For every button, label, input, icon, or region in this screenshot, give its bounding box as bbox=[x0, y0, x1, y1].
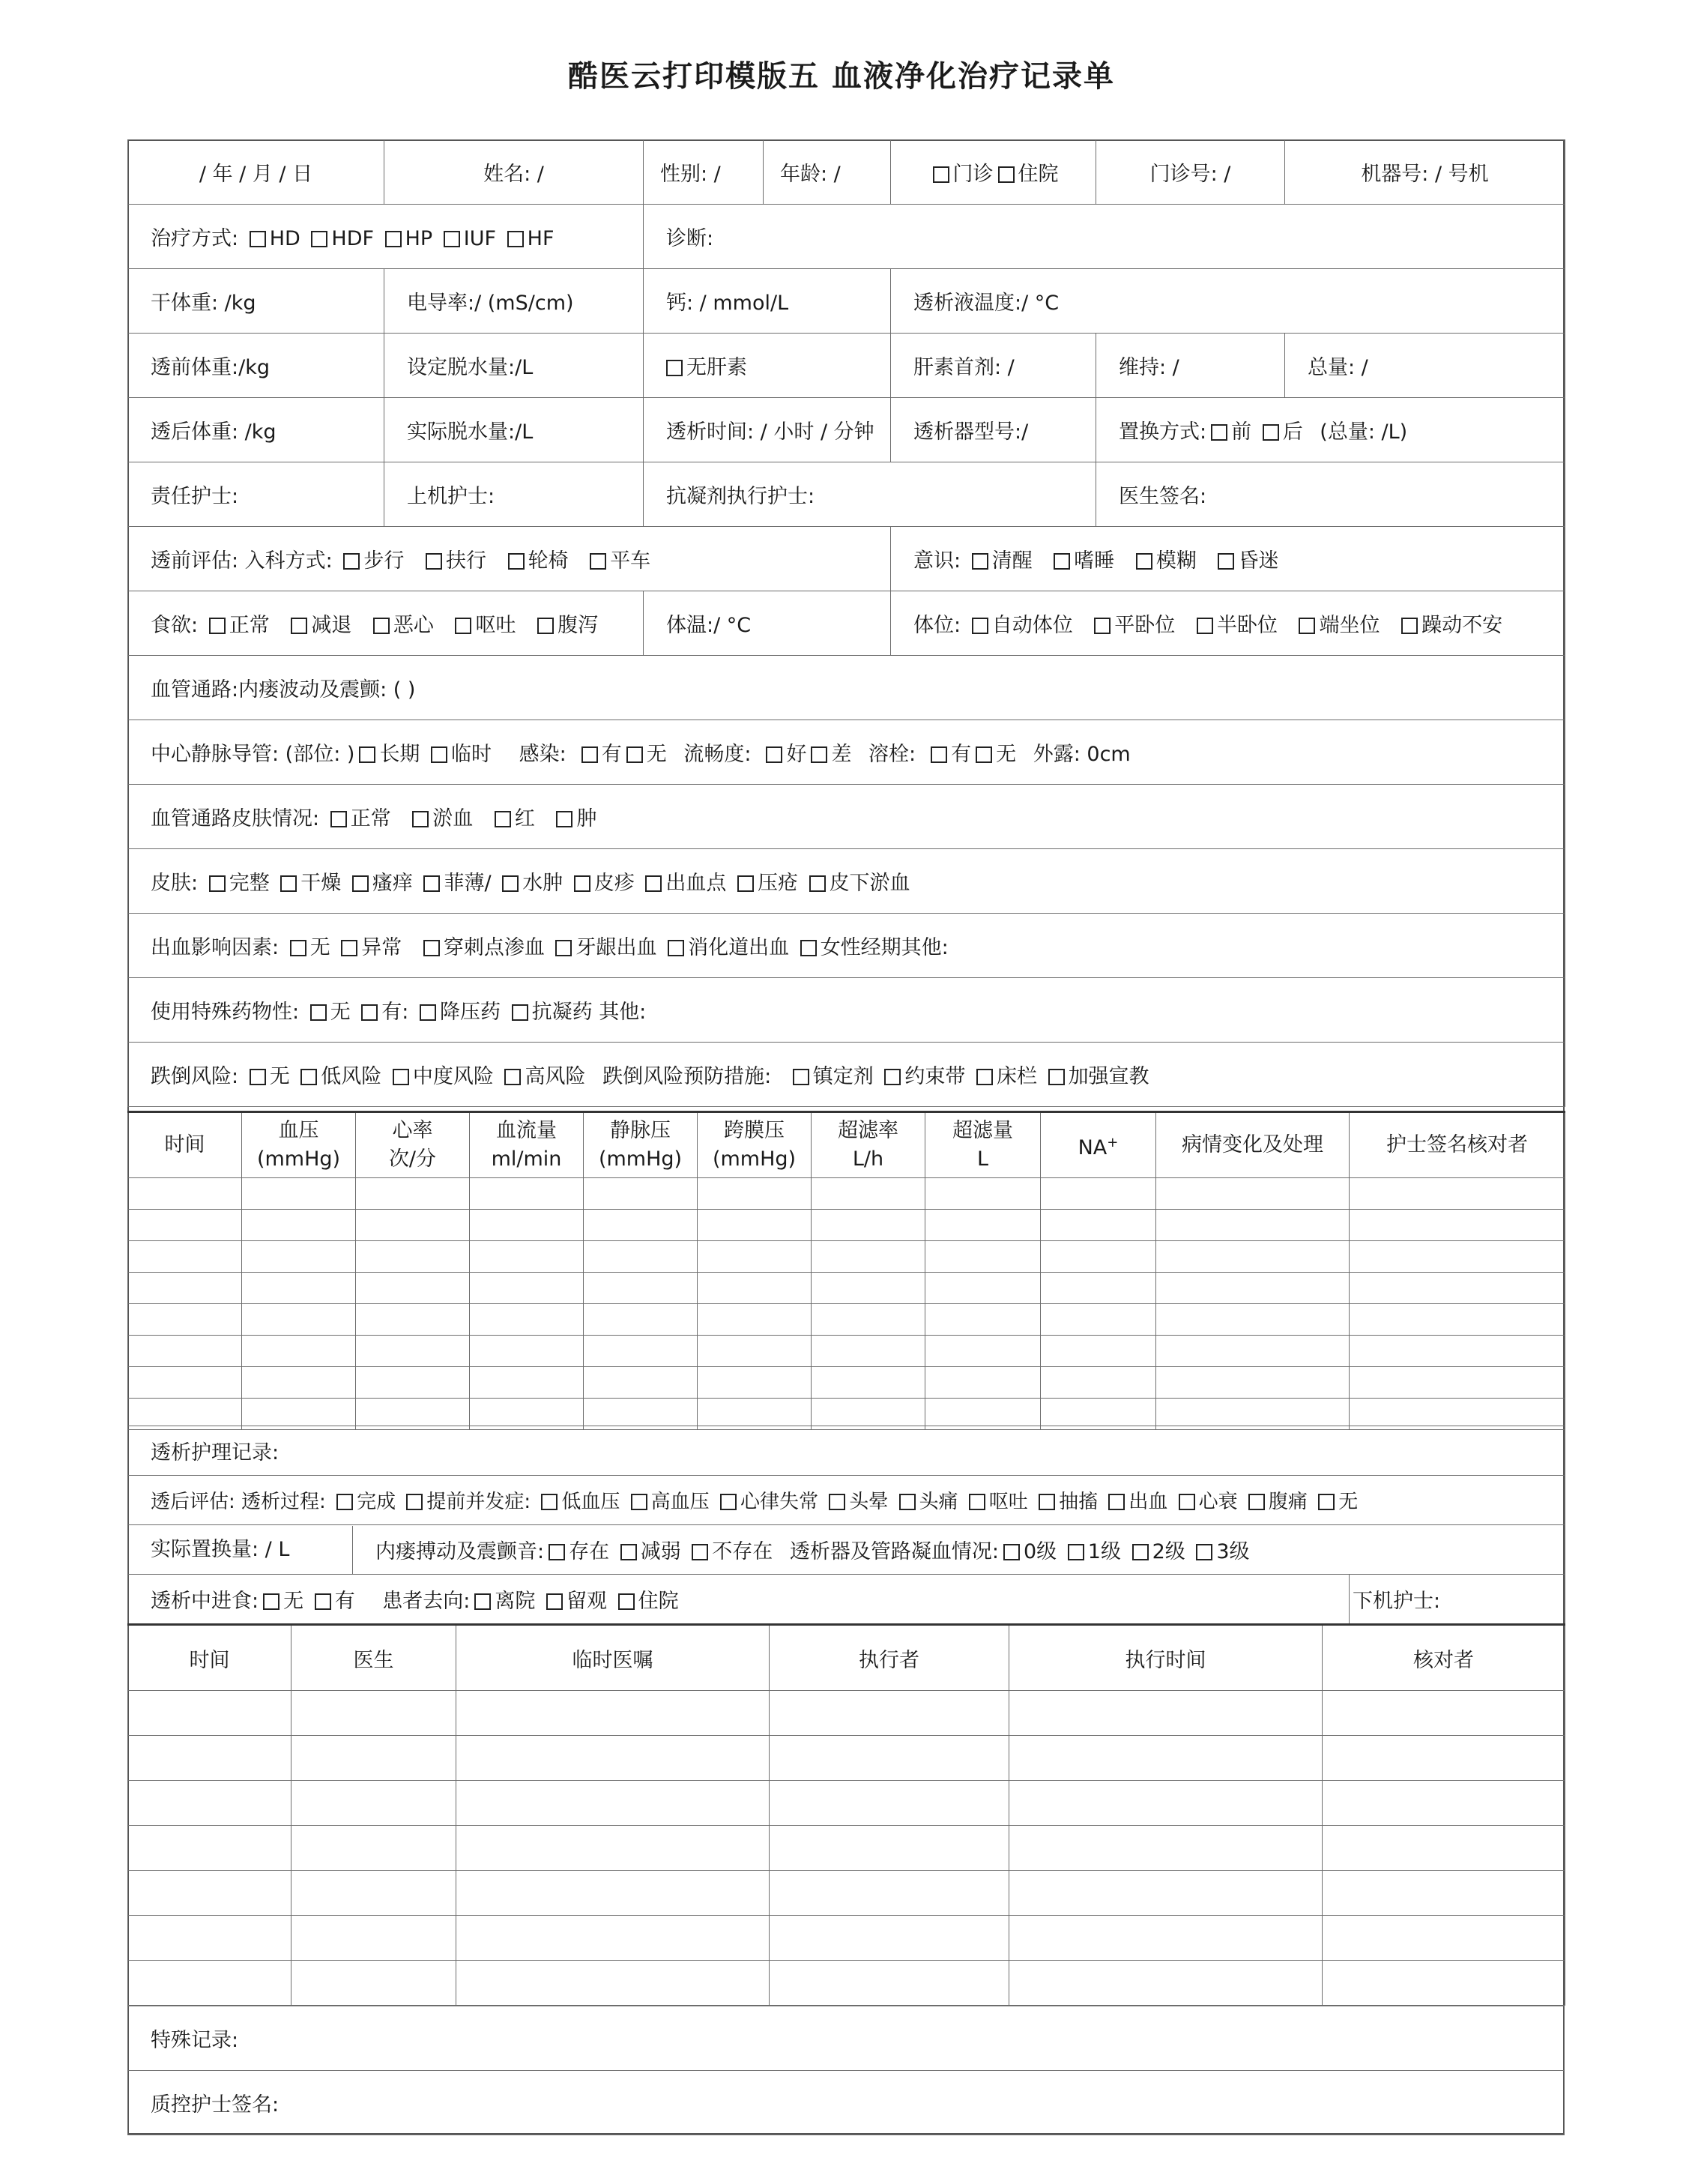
fall-mid-checkbox[interactable] bbox=[393, 1069, 409, 1085]
restraint-checkbox[interactable] bbox=[884, 1069, 901, 1085]
headache-checkbox[interactable] bbox=[899, 1494, 916, 1510]
drowsy-checkbox[interactable] bbox=[1054, 553, 1070, 570]
bleed-menses-checkbox[interactable] bbox=[800, 940, 817, 956]
early-complication-checkbox[interactable] bbox=[406, 1494, 423, 1510]
drug-yes-checkbox[interactable] bbox=[361, 1004, 378, 1021]
fall-none-checkbox[interactable] bbox=[250, 1069, 266, 1085]
replace-pre-checkbox[interactable] bbox=[1211, 424, 1227, 441]
sedative-checkbox[interactable] bbox=[793, 1069, 809, 1085]
order-col-checker: 核对者 bbox=[1323, 1625, 1565, 1691]
skin-rash-checkbox[interactable] bbox=[574, 875, 590, 892]
clinic-checkbox[interactable] bbox=[933, 166, 949, 183]
machine-no-cell[interactable]: 机器号: / 号机 bbox=[1285, 140, 1565, 205]
inpatient-checkbox[interactable] bbox=[998, 166, 1015, 183]
order-col-order: 临时医嘱 bbox=[456, 1625, 770, 1691]
auto-position-checkbox[interactable] bbox=[972, 618, 988, 634]
diagnosis-cell[interactable]: 诊断: bbox=[644, 205, 1565, 269]
heparin-first-cell[interactable]: 肝素首剂: / bbox=[891, 334, 1096, 398]
bleeding-checkbox[interactable] bbox=[1108, 1494, 1125, 1510]
access-bruise-checkbox[interactable] bbox=[412, 811, 429, 827]
fistula-present-checkbox[interactable] bbox=[549, 1544, 565, 1560]
patient-info-table bbox=[127, 139, 1565, 1107]
thrombus-no-checkbox[interactable] bbox=[976, 746, 992, 763]
skin-pressure-sore-checkbox[interactable] bbox=[737, 875, 754, 892]
post-assessment-cell: 透后评估: 透析过程: 完成 提前并发症: 低血压 高血压 心律失常 头晕 头痛 呕吐 抽搐 出血 心衰 腹痛 无 bbox=[128, 1476, 1565, 1525]
stretcher-checkbox[interactable] bbox=[590, 553, 606, 570]
clot-1-checkbox[interactable] bbox=[1068, 1544, 1084, 1560]
bleeding-cell: 出血影响因素: 无 异常 穿刺点渗血 牙龈出血 消化道出血 女性经期其他: bbox=[128, 914, 1565, 978]
heart-failure-checkbox[interactable] bbox=[1179, 1494, 1195, 1510]
fistula-weak-checkbox[interactable] bbox=[620, 1544, 637, 1560]
infection-no-checkbox[interactable] bbox=[626, 746, 643, 763]
treatment-mode-cell: 治疗方式: HD HDF HP IUF HF bbox=[128, 205, 644, 269]
meal-no-checkbox[interactable] bbox=[263, 1593, 280, 1610]
dizziness-checkbox[interactable] bbox=[829, 1494, 845, 1510]
table-row[interactable] bbox=[128, 1210, 1565, 1241]
dialysate-temp-cell[interactable]: 透析液温度:/ °C bbox=[891, 269, 1565, 334]
age-cell[interactable]: 年龄: / bbox=[764, 140, 891, 205]
cvc-cell: 中心静脉导管: (部位: ) 长期 临时 感染: 有 无 流畅度: 好 差 溶栓: 有 无 外露: 0cm bbox=[128, 720, 1565, 785]
skin-dry-checkbox[interactable] bbox=[280, 875, 297, 892]
semi-recumbent-checkbox[interactable] bbox=[1197, 618, 1213, 634]
table-row[interactable] bbox=[128, 1691, 1565, 1736]
special-record-cell[interactable]: 特殊记录: bbox=[128, 2006, 1565, 2071]
order-col-executor: 执行者 bbox=[770, 1625, 1009, 1691]
table-row[interactable] bbox=[128, 1304, 1565, 1336]
nursing-record-cell[interactable]: 透析护理记录: bbox=[128, 1426, 1565, 1476]
flow-good-checkbox[interactable] bbox=[766, 746, 782, 763]
special-drugs-cell: 使用特殊药物性: 无 有: 降压药 抗凝药 其他: bbox=[128, 978, 1565, 1043]
clot-0-checkbox[interactable] bbox=[1003, 1544, 1020, 1560]
wheelchair-checkbox[interactable] bbox=[508, 553, 525, 570]
sitting-checkbox[interactable] bbox=[1299, 618, 1315, 634]
skin-itch-checkbox[interactable] bbox=[352, 875, 369, 892]
nurse-cell[interactable]: 责任护士: bbox=[128, 462, 384, 527]
col-condition: 病情变化及处理 bbox=[1156, 1112, 1350, 1178]
vascular-access-cell[interactable]: 血管通路:内瘘波动及震颤: ( ) bbox=[128, 656, 1565, 720]
col-venous-pressure: 静脉压 (mmHg) bbox=[584, 1112, 698, 1178]
hypotension-checkbox[interactable] bbox=[541, 1494, 558, 1510]
table-row[interactable] bbox=[128, 1736, 1565, 1781]
bleed-none-checkbox[interactable] bbox=[290, 940, 306, 956]
gender-cell[interactable]: 性别: / bbox=[644, 140, 764, 205]
hdf-checkbox[interactable] bbox=[311, 231, 327, 247]
orders-table bbox=[127, 1623, 1565, 2006]
complete-checkbox[interactable] bbox=[336, 1494, 353, 1510]
consciousness-cell: 意识: 清醒 嗜睡 模糊 昏迷 bbox=[891, 527, 1565, 591]
hypertension-checkbox[interactable] bbox=[631, 1494, 647, 1510]
no-heparin-checkbox[interactable] bbox=[666, 360, 683, 376]
uf-set-cell[interactable]: 设定脱水量:/L bbox=[384, 334, 644, 398]
meal-cell: 透析中进食: 无 有 患者去向: 离院 留观 住院 bbox=[128, 1575, 1350, 1624]
col-time: 时间 bbox=[128, 1112, 242, 1178]
calcium-cell[interactable]: 钙: / mmol/L bbox=[644, 269, 891, 334]
bleed-puncture-checkbox[interactable] bbox=[423, 940, 440, 956]
dialysis-time-cell[interactable]: 透析时间: / 小时 / 分钟 bbox=[644, 398, 891, 462]
col-tmp: 跨膜压 (mmHg) bbox=[698, 1112, 812, 1178]
walk-checkbox[interactable] bbox=[343, 553, 360, 570]
arrhythmia-checkbox[interactable] bbox=[720, 1494, 737, 1510]
order-col-time: 时间 bbox=[128, 1625, 291, 1691]
education-checkbox[interactable] bbox=[1048, 1069, 1065, 1085]
access-swelling-checkbox[interactable] bbox=[556, 811, 572, 827]
bleed-abnormal-checkbox[interactable] bbox=[341, 940, 357, 956]
access-red-checkbox[interactable] bbox=[495, 811, 511, 827]
order-col-exec-time: 执行时间 bbox=[1009, 1625, 1323, 1691]
discharge-checkbox[interactable] bbox=[474, 1593, 491, 1610]
monitoring-table bbox=[127, 1111, 1565, 1430]
alert-checkbox[interactable] bbox=[972, 553, 988, 570]
replace-mode-cell: 置换方式: 前 后 (总量: /L) bbox=[1096, 398, 1565, 462]
skin-edema-checkbox[interactable] bbox=[502, 875, 519, 892]
access-skin-cell: 血管通路皮肤情况: 正常 淤血 红 肿 bbox=[128, 785, 1565, 849]
clot-2-checkbox[interactable] bbox=[1132, 1544, 1149, 1560]
table-row[interactable] bbox=[128, 1336, 1565, 1367]
skin-petechiae-checkbox[interactable] bbox=[645, 875, 662, 892]
hp-checkbox[interactable] bbox=[385, 231, 402, 247]
appetite-normal-checkbox[interactable] bbox=[209, 618, 226, 634]
appetite-reduced-checkbox[interactable] bbox=[291, 618, 307, 634]
footer-table bbox=[127, 2006, 1565, 2135]
none-checkbox[interactable] bbox=[1318, 1494, 1335, 1510]
table-row[interactable] bbox=[128, 1916, 1565, 1961]
appetite-cell: 食欲: 正常 减退 恶心 呕吐 腹泻 bbox=[128, 591, 644, 656]
post-vomit-checkbox[interactable] bbox=[969, 1494, 985, 1510]
access-normal-checkbox[interactable] bbox=[330, 811, 347, 827]
entry-mode-cell: 透前评估: 入科方式: 步行 扶行 轮椅 平车 bbox=[128, 527, 891, 591]
diarrhea-checkbox[interactable] bbox=[537, 618, 554, 634]
table-row[interactable] bbox=[128, 1273, 1565, 1304]
col-blood-flow: 血流量 ml/min bbox=[470, 1112, 584, 1178]
table-row[interactable] bbox=[128, 1781, 1565, 1826]
off-nurse-cell[interactable]: 下机护士: bbox=[1350, 1575, 1565, 1624]
page-title: 酷医云打印模版五 血液净化治疗记录单 bbox=[568, 59, 1115, 94]
dry-weight-cell[interactable]: 干体重: /kg bbox=[128, 269, 384, 334]
fall-risk-cell: 跌倒风险: 无 低风险 中度风险 高风险 跌倒风险预防措施: 镇定剂 约束带 床栏 加强宣教 bbox=[128, 1043, 1565, 1107]
thrombus-yes-checkbox[interactable] bbox=[931, 746, 947, 763]
actual-replacement[interactable]: 实际置换量: / L bbox=[128, 1526, 353, 1574]
abdominal-pain-checkbox[interactable] bbox=[1248, 1494, 1265, 1510]
supine-checkbox[interactable] bbox=[1094, 618, 1111, 634]
anticoag-nurse-cell[interactable]: 抗凝剂执行护士: bbox=[644, 462, 1096, 527]
dialyzer-model-cell[interactable]: 透析器型号:/ bbox=[891, 398, 1096, 462]
table-row[interactable] bbox=[128, 1961, 1565, 2006]
skin-ecchymosis-checkbox[interactable] bbox=[809, 875, 826, 892]
fall-high-checkbox[interactable] bbox=[504, 1069, 521, 1085]
replace-post-checkbox[interactable] bbox=[1263, 424, 1279, 441]
antihypertensive-checkbox[interactable] bbox=[420, 1004, 436, 1021]
visit-type-cell: 门诊 住院 bbox=[891, 140, 1096, 205]
vomit-checkbox[interactable] bbox=[455, 618, 471, 634]
on-nurse-cell[interactable]: 上机护士: bbox=[384, 462, 644, 527]
col-uf-rate: 超滤率 L/h bbox=[812, 1112, 925, 1178]
fistula-clot: 内瘘搏动及震颤音: 存在 减弱 不存在 透析器及管路凝血情况: 0级 1级 2级 3级 bbox=[375, 1540, 1250, 1563]
clinic-no-cell[interactable]: 门诊号: / bbox=[1096, 140, 1285, 205]
name-cell[interactable]: 姓名: / bbox=[384, 140, 644, 205]
maintain-cell[interactable]: 维持: / bbox=[1096, 334, 1285, 398]
post-dialysis-table bbox=[127, 1426, 1565, 1624]
cvc-long-checkbox[interactable] bbox=[359, 746, 375, 763]
uf-actual-cell[interactable]: 实际脱水量:/L bbox=[384, 398, 644, 462]
skin-thin-checkbox[interactable] bbox=[423, 875, 440, 892]
skin-cell: 皮肤: 完整 干燥 瘙痒 菲薄/ 水肿 皮疹 出血点 压疮 皮下淤血 bbox=[128, 849, 1565, 914]
convulsion-checkbox[interactable] bbox=[1039, 1494, 1055, 1510]
conductivity-cell[interactable]: 电导率:/ (mS/cm) bbox=[384, 269, 644, 334]
observe-checkbox[interactable] bbox=[546, 1593, 563, 1610]
bleed-gi-checkbox[interactable] bbox=[668, 940, 684, 956]
post-weight-cell[interactable]: 透后体重: /kg bbox=[128, 398, 384, 462]
replacement-cell bbox=[128, 1525, 1565, 1575]
table-row[interactable] bbox=[128, 1826, 1565, 1871]
table-row[interactable] bbox=[128, 1871, 1565, 1916]
meal-yes-checkbox[interactable] bbox=[315, 1593, 331, 1610]
clot-3-checkbox[interactable] bbox=[1196, 1544, 1212, 1560]
assist-checkbox[interactable] bbox=[426, 553, 442, 570]
fistula-absent-checkbox[interactable] bbox=[692, 1544, 708, 1560]
bed-rail-checkbox[interactable] bbox=[976, 1069, 993, 1085]
skin-intact-checkbox[interactable] bbox=[209, 875, 226, 892]
restless-checkbox[interactable] bbox=[1401, 618, 1418, 634]
iuf-checkbox[interactable] bbox=[444, 231, 460, 247]
bleed-gum-checkbox[interactable] bbox=[555, 940, 572, 956]
table-row[interactable] bbox=[128, 1241, 1565, 1273]
body-temp-cell[interactable]: 体温:/ °C bbox=[644, 591, 891, 656]
infection-yes-checkbox[interactable] bbox=[581, 746, 598, 763]
drug-no-checkbox[interactable] bbox=[310, 1004, 327, 1021]
qc-nurse-cell[interactable]: 质控护士签名: bbox=[128, 2071, 1565, 2135]
col-nurse-sign: 护士签名核对者 bbox=[1350, 1112, 1565, 1178]
table-row[interactable] bbox=[128, 1178, 1565, 1210]
col-hr: 心率 次/分 bbox=[356, 1112, 470, 1178]
col-na: NA+ bbox=[1041, 1112, 1156, 1178]
pre-weight-cell[interactable]: 透前体重:/kg bbox=[128, 334, 384, 398]
coma-checkbox[interactable] bbox=[1218, 553, 1234, 570]
col-uf-volume: 超滤量 L bbox=[925, 1112, 1041, 1178]
body-position-cell: 体位: 自动体位 平卧位 半卧位 端坐位 躁动不安 bbox=[891, 591, 1565, 656]
fall-low-checkbox[interactable] bbox=[300, 1069, 317, 1085]
col-bp: 血压 (mmHg) bbox=[242, 1112, 356, 1178]
hd-checkbox[interactable] bbox=[250, 231, 266, 247]
total-cell[interactable]: 总量: / bbox=[1285, 334, 1565, 398]
date-cell[interactable]: / 年 / 月 / 日 bbox=[128, 140, 384, 205]
no-heparin-cell: 无肝素 bbox=[644, 334, 891, 398]
hf-checkbox[interactable] bbox=[507, 231, 524, 247]
flow-bad-checkbox[interactable] bbox=[811, 746, 827, 763]
order-col-doctor: 医生 bbox=[291, 1625, 456, 1691]
table-row[interactable] bbox=[128, 1367, 1565, 1399]
confused-checkbox[interactable] bbox=[1136, 553, 1152, 570]
admit-checkbox[interactable] bbox=[618, 1593, 635, 1610]
anticoagulant-checkbox[interactable] bbox=[512, 1004, 528, 1021]
cvc-temp-checkbox[interactable] bbox=[431, 746, 447, 763]
nausea-checkbox[interactable] bbox=[373, 618, 390, 634]
doctor-sign-cell[interactable]: 医生签名: bbox=[1096, 462, 1565, 527]
